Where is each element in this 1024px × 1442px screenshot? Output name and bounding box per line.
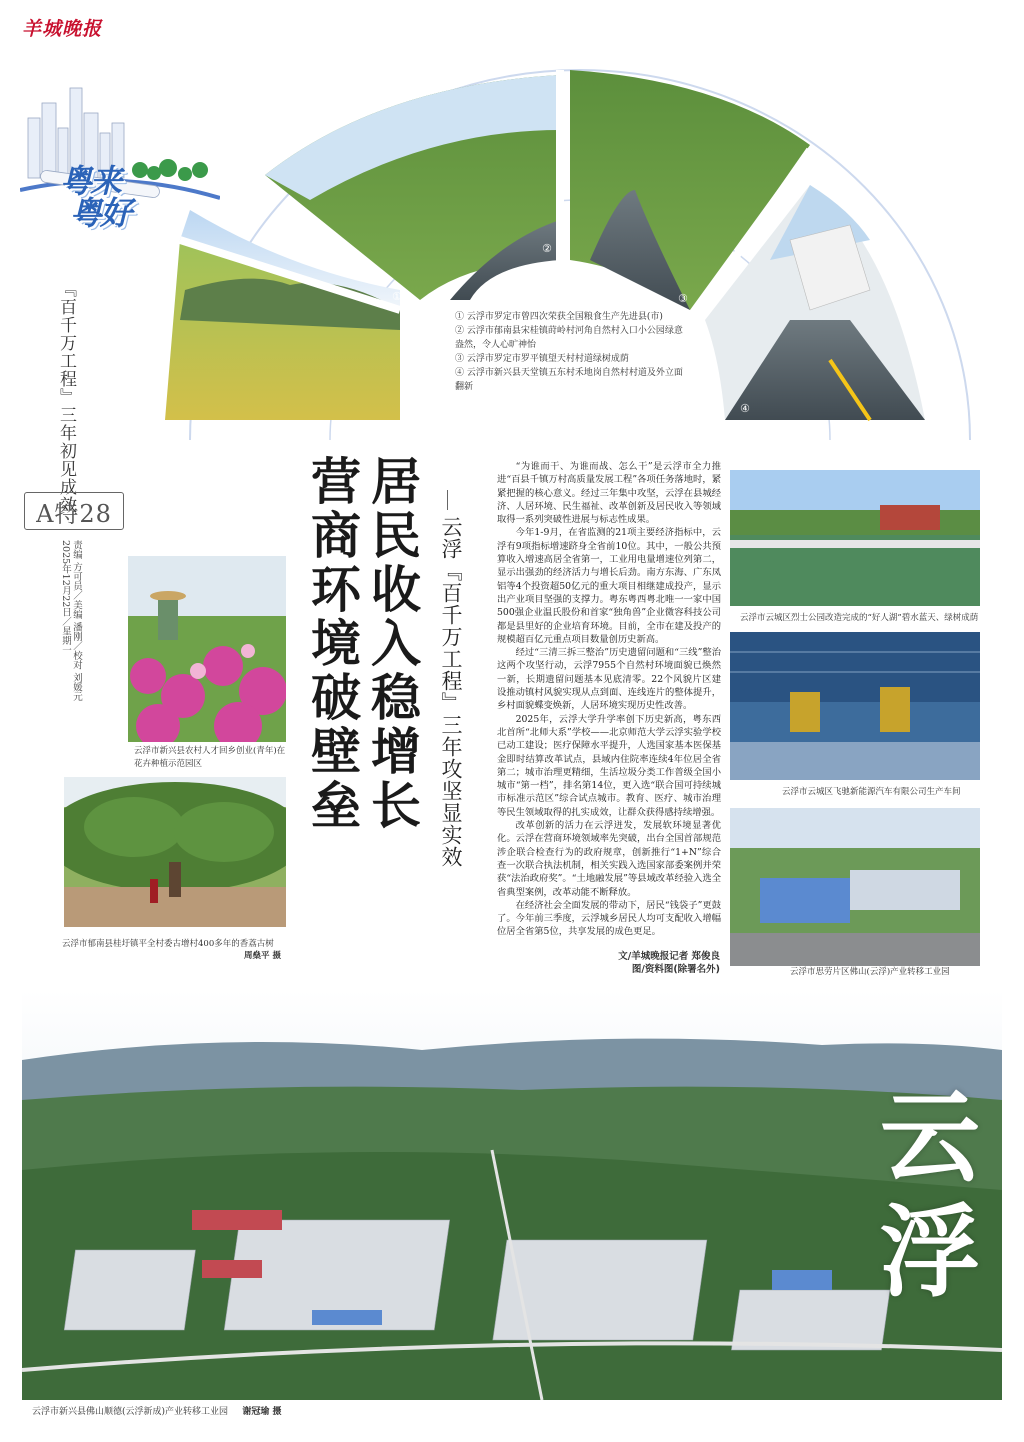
calligraphy-char-2: 浮 xyxy=(880,1193,980,1311)
farmer-photo xyxy=(128,556,286,742)
article-body xyxy=(497,460,721,939)
article-paragraph: 今年1-9月，在省监测的21项主要经济指标中，云浮有9项指标增速跻身全省前10位。其中，一般公共预算收入增速高居全省第一，工业用电量增速位列第二，显示出强劲的经济活力与增长后劲。南方东海、广东凤铝等4个投资超50亿元的重大项目相继建成投产，显示出产业项目坚强的支撑力。粤东粤西粤北唯一一家中国500强企业温氏股份和首家“独角兽”企业微容科技公司都是县里好的企业培育环境。目前，全市在建及投产的规模超百亿元重点项目数量创历史新高。 xyxy=(497,527,721,645)
industrial-park-caption: 云浮市思劳片区佛山(云浮)产业转移工业园 xyxy=(790,967,950,977)
lake-park-caption: 云浮市云城区烈士公园改造完成的“好人湖”碧水蓝天、绿树成荫 xyxy=(740,613,979,623)
fan-photo-label-2: ② xyxy=(542,242,552,255)
factory-caption: 云浮市云城区飞驰新能源汽车有限公司生产车间 xyxy=(782,787,961,797)
subtitle: 云浮『百千万工程』三年攻坚显实效 xyxy=(436,510,466,874)
fan-photo-label-4: ④ xyxy=(740,402,750,415)
aerial-photo-credit: 谢冠瑜 摄 xyxy=(242,1407,282,1417)
article-paragraph: “为谁而干、为谁而战、怎么干”是云浮市全力推进“百县千镇万村高质量发展工程”各项任务落地时，紧紧把握的核心意义。经过三年集中攻坚，云浮在县城经济、人居环境、民生福祉、改革创新及居民收入等领域取得一系列突破性进展与标志性成果。 xyxy=(497,461,721,526)
fan-photo-label-1: ① xyxy=(392,290,402,303)
fan-caption-item: ① 云浮市罗定市曾四次荣获全国粮食生产先进县(市) xyxy=(455,312,663,322)
calligraphy-title xyxy=(880,1080,980,1310)
campaign-logo-line1: 粤来 xyxy=(60,162,121,200)
aerial-industrial-photo xyxy=(22,990,1002,1400)
page-number: A特28 xyxy=(24,492,124,530)
factory-workshop-photo xyxy=(730,632,980,780)
aerial-photo-caption xyxy=(32,1404,281,1417)
lychee-photo-caption: 云浮市郁南县桂圩镇平全村委古增村400多年的香荔古树 xyxy=(62,939,274,949)
fan-caption-item: ② 云浮市郁南县宋桂镇莳岭村河角自然村入口小公园绿意盎然，令人心旷神怡 xyxy=(455,326,683,350)
byline xyxy=(520,950,720,976)
aerial-caption-text: 云浮市新兴县佛山顺德(云浮新成)产业转移工业园 xyxy=(32,1407,229,1417)
article-paragraph: 经过“三清三拆三整治”历史遗留问题和“三线”整治这两个攻坚行动，云浮7955个自然村环境面貌已焕然一新，长期遗留问题基本见底清零。22个风貌片区建设推动镇村风貌实现从点到面、连线连片的整体提升，乡村面貌蝶变焕新，人居环境实现历史性改善。 xyxy=(497,647,721,712)
fan-caption xyxy=(455,310,685,394)
lychee-tree-photo xyxy=(64,777,286,927)
editor-credits: 责编 方可员／美编 潘刚／校对 刘媛元 xyxy=(71,540,82,702)
campaign-logo-line2: 粤好 xyxy=(70,194,131,232)
photo-source-credit: 图/资料图(除署名外) xyxy=(631,964,720,975)
article-paragraph: 2025年，云浮大学升学率创下历史新高，粤东西北首所“北师大系”学校——北京师范大学云浮实验学校已动工建设；医疗保障水平提升，人选国家基本医保基金即时结算改革试点，县域内住院率连续4年位居全省第二；城市治理更精细，生活垃圾分类工作普级全国小城市“第一档”，排名第14位，更入选“联合国可持续城市标准示范区”综合试点城市。教育、医疗、城市治理等民生领域取得的扎实成效，让群众获得感持续增强。 xyxy=(497,713,721,818)
fan-photo-label-3: ③ xyxy=(678,292,688,305)
headline-line2: 营商环境破壁垒 xyxy=(303,455,362,833)
series-title: 『百千万工程』三年初见成效 xyxy=(56,280,76,514)
article-paragraph: 改革创新的活力在云浮迸发，发展软环境显著优化。云浮在营商环境领域率先突破，出台全国首部规范涉企联合检查行为的政府规章，创新推行“1+N”综合查一次联合执法机制，相关实践入选国家部委案例并荣获“法治政府奖”。“土地融发展”等县域改革经验入选全省典型案例，改革动能不断释放。 xyxy=(497,820,721,898)
article-paragraph: 在经济社会全面发展的带动下，居民“钱袋子”更鼓了。今年前三季度，云浮城乡居民人均可支配收入增幅位居全省第5位，共享发展的成色更足。 xyxy=(497,899,721,938)
headline-line1: 居民收入稳增长 xyxy=(363,455,422,833)
lychee-photo-credit: 周燊平 摄 xyxy=(244,951,281,961)
reporter-credit: 文/羊城晚报记者 郑俊良 xyxy=(618,951,720,962)
fan-caption-item: ③ 云浮市罗定市罗平镇望天村村道绿树成荫 xyxy=(455,354,629,364)
industrial-park-photo xyxy=(730,808,980,966)
issue-date: 2025年12月22日／星期一 xyxy=(60,540,71,655)
headline xyxy=(302,455,422,875)
lake-park-photo xyxy=(730,470,980,606)
calligraphy-char-1: 云 xyxy=(880,1078,980,1196)
masthead-logo: 羊城晚报 xyxy=(22,18,103,40)
farmer-photo-caption: 云浮市新兴县农村人才回乡创业(青年)在花卉种植示范园区 xyxy=(134,746,286,769)
fan-caption-item: ④ 云浮市新兴县天堂镇五东村禾地岗自然村村道及外立面翻新 xyxy=(455,368,683,392)
